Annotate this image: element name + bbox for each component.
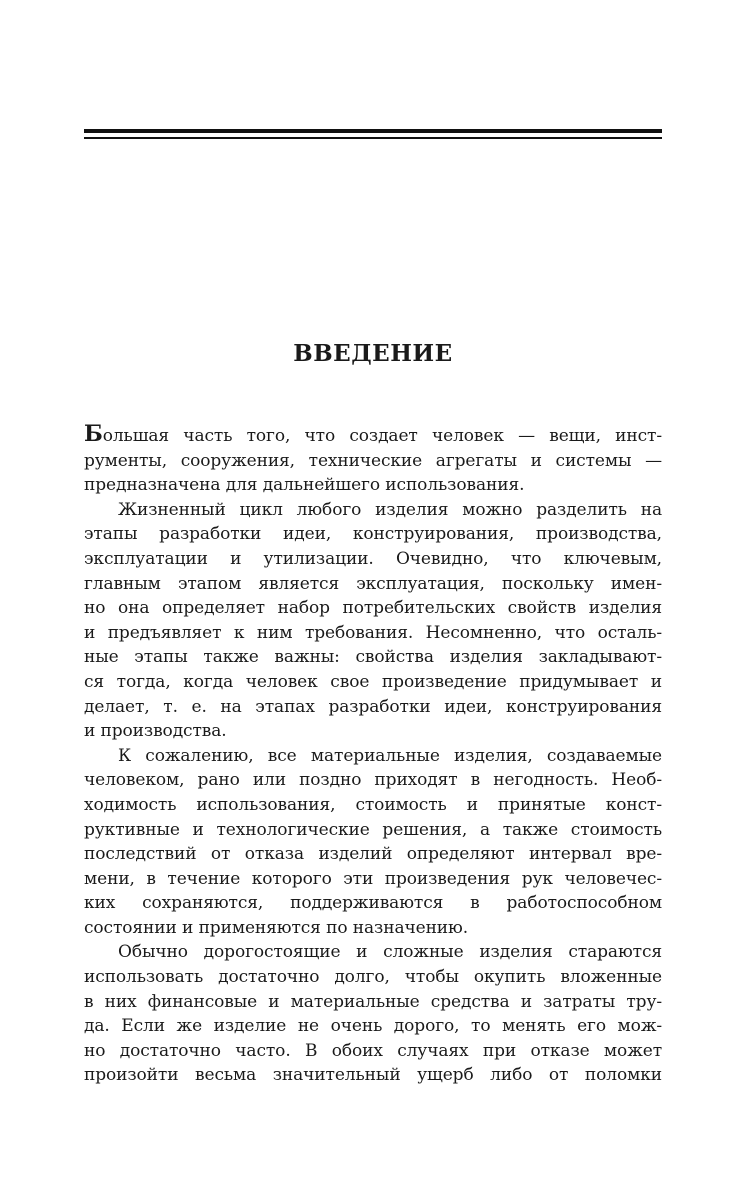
paragraph-line: руктивные и технологические решения, а также стоимость [84, 819, 662, 840]
paragraph-line: ся тогда, когда человек свое произведение придумывает и [84, 671, 662, 692]
paragraph-line: К сожалению, все материальные изделия, создаваемые [118, 745, 662, 766]
paragraph-line: в них финансовые и материальные средства и затраты тру- [84, 991, 662, 1012]
paragraph-line: ких сохраняются, поддерживаются в работоспособном [84, 893, 662, 914]
paragraph-line: ные этапы также важны: свойства изделия закладывают- [84, 647, 662, 668]
paragraph-line: последствий от отказа изделий определяют интервал вре- [84, 844, 662, 865]
paragraph-line: и предъявляет к ним требования. Несомненно, что осталь- [84, 622, 662, 643]
header-rule-thick [84, 129, 662, 133]
paragraph-line: человеком, рано или поздно приходят в негодность. Необ- [84, 770, 662, 791]
paragraph-line: состоянии и применяются по назначению. [84, 917, 469, 938]
paragraph-line: рументы, сооружения, технические агрегаты и системы — [84, 450, 662, 471]
paragraph-line: и производства. [84, 721, 227, 742]
body-text [84, 421, 662, 1088]
paragraph-line: этапы разработки идеи, конструирования, производства, [84, 524, 662, 545]
paragraph-line: использовать достаточно долго, чтобы окупить вложенные [84, 967, 662, 988]
paragraph-line: делает, т. е. на этапах разработки идеи, конструирования [84, 696, 662, 717]
paragraph-line: но достаточно часто. В обоих случаях при отказе может [84, 1040, 662, 1061]
paragraph-line: да. Если же изделие не очень дорого, то менять его мож- [84, 1016, 662, 1037]
paragraph-line: главным этапом является эксплуатация, поскольку имен- [84, 573, 662, 594]
paragraph-line: произойти весьма значительный ущерб либо от поломки [84, 1065, 662, 1086]
paragraph-line: Большая часть того, что создает человек — вещи, инст- [84, 421, 662, 447]
header-rule-thin [84, 137, 662, 139]
paragraph-line: Жизненный цикл любого изделия можно разделить на [118, 499, 662, 520]
drop-cap: Б [84, 421, 103, 447]
chapter-title: ВВЕДЕНИЕ [293, 340, 453, 367]
paragraph-line: ходимость использования, стоимость и принятые конст- [84, 794, 662, 815]
paragraph-line: эксплуатации и утилизации. Очевидно, что ключевым, [84, 548, 662, 569]
header-double-rule [84, 129, 662, 141]
paragraph-line: но она определяет набор потребительских свойств изделия [84, 598, 662, 619]
paragraph-line: мени, в течение которого эти произведения рук человечес- [84, 868, 662, 889]
paragraph-line: Обычно дорогостоящие и сложные изделия стараются [118, 942, 662, 963]
paragraph-line: предназначена для дальнейшего использования. [84, 475, 525, 496]
